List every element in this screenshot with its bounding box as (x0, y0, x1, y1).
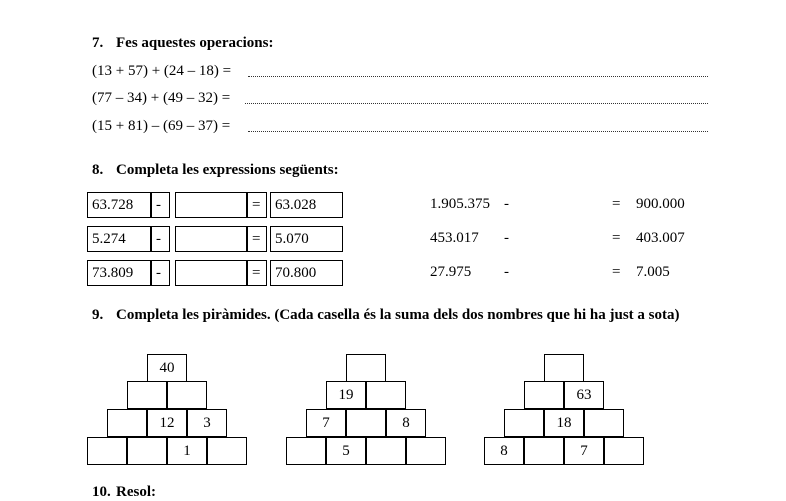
pyramid-1-cell: 3 (187, 409, 227, 437)
pyramid-2-cell: 8 (386, 409, 426, 437)
q8-row3-eq: = (247, 260, 267, 286)
q8-row3-a: 73.809 (87, 260, 151, 286)
pyramid-2-cell: 19 (326, 381, 366, 409)
pyramid-3-cell[interactable] (524, 381, 564, 409)
q8-row1-c: 63.028 (270, 192, 343, 218)
pyramid-3-cell[interactable] (504, 409, 544, 437)
pyramid-2-cell: 5 (326, 437, 366, 465)
pyramid-1-cell[interactable] (87, 437, 127, 465)
q7-line-3: (15 + 81) – (69 – 37) = (92, 118, 231, 134)
pyramid-3-cell[interactable] (584, 409, 624, 437)
q8-right-row1-eq: = (612, 196, 621, 212)
q10-title: Resol: (116, 484, 156, 500)
pyramid-2-cell[interactable] (366, 381, 406, 409)
q7-number: 7. (92, 35, 104, 51)
q7-line-2: (77 – 34) + (49 – 32) = (92, 90, 231, 106)
q8-row2-c: 5.070 (270, 226, 343, 252)
pyramid-1-cell[interactable] (127, 381, 167, 409)
q10-number: 10. (92, 484, 111, 500)
q8-title: Completa les expressions següents: (116, 162, 339, 178)
q8-row1-eq: = (247, 192, 267, 218)
q8-right-row2-a: 453.017 (430, 230, 479, 246)
q8-row2-op: - (151, 226, 170, 252)
q8-right-row2-c: 403.007 (636, 230, 685, 246)
q8-row1-blank[interactable] (175, 192, 247, 218)
q8-right-row3-eq: = (612, 264, 621, 280)
pyramid-2-cell: 7 (306, 409, 346, 437)
q8-right-row1-op: - (504, 196, 509, 212)
pyramid-3-cell[interactable] (544, 354, 584, 382)
pyramid-2-cell[interactable] (366, 437, 406, 465)
q9-heading (92, 306, 692, 325)
q8-right-row2-eq: = (612, 230, 621, 246)
q8-row2-eq: = (247, 226, 267, 252)
pyramid-1-cell: 40 (147, 354, 187, 382)
q7-heading (92, 35, 274, 52)
q8-row2-blank[interactable] (175, 226, 247, 252)
pyramid-3-cell: 7 (564, 437, 604, 465)
q8-row3-c: 70.800 (270, 260, 343, 286)
q8-row1-a: 63.728 (87, 192, 151, 218)
q8-right-row1-c: 900.000 (636, 196, 685, 212)
q8-right-row3-op: - (504, 264, 509, 280)
pyramid-1-cell: 1 (167, 437, 207, 465)
pyramid-3-cell[interactable] (604, 437, 644, 465)
q8-row2-a: 5.274 (87, 226, 151, 252)
pyramid-3-cell[interactable] (524, 437, 564, 465)
pyramid-2-cell[interactable] (406, 437, 446, 465)
q8-right-row1-a: 1.905.375 (430, 196, 490, 212)
q8-heading (92, 162, 339, 179)
q7-title: Fes aquestes operacions: (116, 35, 274, 51)
pyramid-1-cell[interactable] (127, 437, 167, 465)
q7-answer-line-1[interactable] (248, 76, 708, 77)
q8-right-row3-c: 7.005 (636, 264, 670, 280)
pyramid-1-cell: 12 (147, 409, 187, 437)
q8-row3-op: - (151, 260, 170, 286)
pyramid-2-cell[interactable] (286, 437, 326, 465)
q7-answer-line-2[interactable] (245, 103, 708, 104)
q9-number: 9. (92, 307, 104, 323)
pyramid-2-cell[interactable] (346, 409, 386, 437)
q8-number: 8. (92, 162, 104, 178)
q8-row3-blank[interactable] (175, 260, 247, 286)
pyramid-3-cell: 18 (544, 409, 584, 437)
pyramid-1-cell[interactable] (107, 409, 147, 437)
pyramid-2-cell[interactable] (346, 354, 386, 382)
q7-answer-line-3[interactable] (248, 131, 708, 132)
q10-heading (92, 484, 156, 501)
q9-title: Completa les piràmides. (Cada casella és la suma dels dos nombres que hi ha just a sota) (116, 307, 680, 323)
q8-right-row3-a: 27.975 (430, 264, 472, 280)
q8-right-row2-op: - (504, 230, 509, 246)
pyramid-3-cell: 63 (564, 381, 604, 409)
q7-line-1: (13 + 57) + (24 – 18) = (92, 63, 232, 79)
q8-row1-op: - (151, 192, 170, 218)
pyramid-1-cell[interactable] (207, 437, 247, 465)
pyramid-1-cell[interactable] (167, 381, 207, 409)
pyramid-3-cell: 8 (484, 437, 524, 465)
